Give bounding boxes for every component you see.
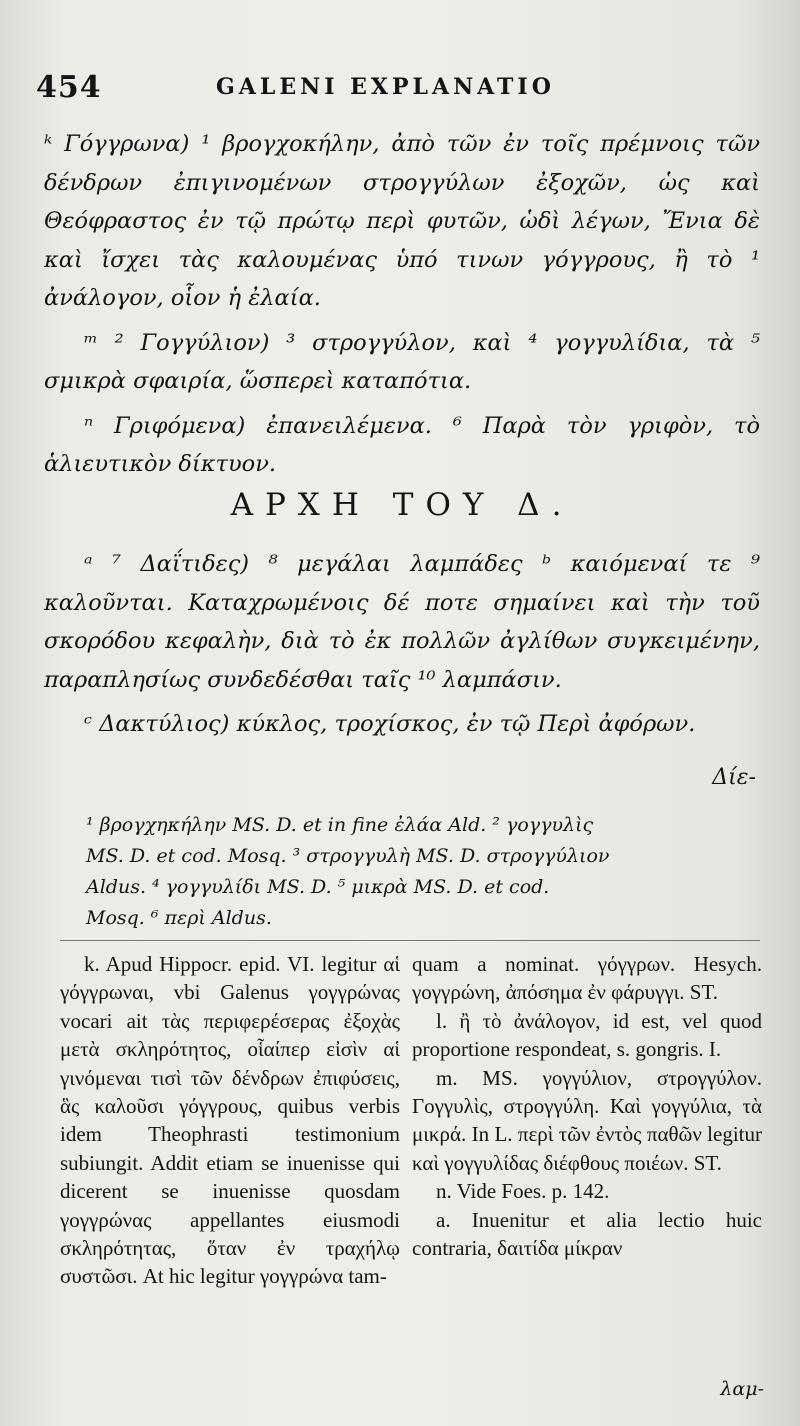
commentary-note: quam a nominat. γόγγρων. Hesych. γογγρώνη, ἀπόσημα ἐν φάρυγγι. ST. — [412, 952, 762, 1005]
page-header — [36, 70, 756, 110]
commentary-note: m. MS. γογγύλιον, στρογγύλον. Γογγυλὶς, στρογγύλη. Καὶ γογγύλια, τὰ μικρά. In L. περὶ τῶν ἐντὸς παθῶν legitur καὶ γογγυλίδας διέφθους ποιέων. ST. — [412, 1065, 762, 1175]
variant-line: Mosq. ⁶ περὶ Aldus. — [86, 907, 272, 929]
divider-rule — [60, 940, 760, 941]
notes-right-column — [412, 950, 762, 1262]
commentary-note: k. Apud Hippocr. epid. VI. legitur αἱ γόγγρωναι, vbi Galenus γογγρώνας vocari ait τὰς περιφερέσερας ἐξοχὰς μετὰ σκληρότητος, οἷαίπερ εἰσὶν αἱ γινόμεναι τισὶ τῶν δένδρων ἐπιφύσεις, ἃς καλοῦσι γόγγρους, quibus verbis idem Theophrasti testimonium subiungit. Addit etiam se inuenisse qui dicerent se inuenisse quosdam γογγρώνας appellantes eiusmodi σκληρότητας, ὅταν ἐν τραχήλῳ συστῶσι. At hic legitur γογγρώνα tam- — [60, 952, 400, 1289]
commentary-note: a. Inuenitur et alia lectio huic contraria, δαιτίδα μίκραν — [412, 1207, 762, 1261]
gloss-entry: ᶜ Δακτύλιος) κύκλος, τροχίσκος, ἐν τῷ Περὶ ἀφόρων. — [84, 711, 696, 737]
variant-line: MS. D. et cod. Mosq. ³ στρογγυλὴ MS. D. στρογγύλιον — [86, 845, 610, 867]
gloss-entry: ⁿ Γριφόμενα) ἐπανειλέμενα. ⁶ Παρὰ τὸν γριφὸν, τὸ ἁλιευτικὸν δίκτυον. — [44, 412, 760, 477]
gloss-entry: ᵃ ⁷ Δαΐτιδες) ⁸ μεγάλαι λαμπάδες ᵇ καιόμεναί τε ⁹ καλοῦνται. Καταχρωμένοις δέ ποτε σημαίνει καὶ τὴν τοῦ σκορόδου κεφαλὴν, διὰ τὸ ἐκ πολλῶν ἀγλίθων συγκειμένην, παραπλησίως συνδεδέσθαι ταῖς ¹⁰ λαμπάσιν. — [44, 551, 760, 693]
running-head: GALENI EXPLANATIO — [216, 74, 555, 100]
commentary-note: n. Vide Foes. p. 142. — [436, 1179, 610, 1204]
catchword-bottom: λαμ- — [720, 1378, 764, 1400]
commentary-note: l. ἢ τὸ ἀνάλογον, id est, vel quod proportione respondeat, s. gongris. I. — [412, 1008, 762, 1062]
notes-left-column — [60, 950, 400, 1291]
main-text — [44, 125, 760, 790]
page-number: 454 — [36, 70, 102, 105]
gloss-entry: ᵏ Γόγγρωνα) ¹ βρογχοκήλην, ἀπὸ τῶν ἐν τοῖς πρέμνοις τῶν δένδρων ἐπιγινομένων στρογγύλων ἐξοχῶν, ὡς καὶ Θεόφραστος ἐν τῷ πρώτῳ περὶ φυτῶν, ὡδὶ λέγων, Ἔνια δὲ καὶ ἴσχει τὰς καλουμένας ὑπό τινων γόγγρους, ἢ τὸ ¹ ἀνάλογον, οἷον ἡ ἐλαία. — [44, 131, 760, 311]
variant-readings — [86, 810, 766, 934]
section-title: ΑΡΧΗ ΤΟΥ Δ. — [230, 487, 574, 523]
variant-line: Aldus. ⁴ γογγυλίδι MS. D. ⁵ μικρὰ MS. D. et cod. — [86, 876, 550, 898]
gloss-entry: ᵐ ² Γογγύλιον) ³ στρογγύλον, καὶ ⁴ γογγυλίδια, τὰ ⁵ σμικρὰ σφαιρία, ὥσπερεὶ καταπότια. — [44, 329, 760, 394]
catchword: Δίε- — [712, 765, 756, 790]
variant-line: ¹ βρογχηκήλην MS. D. et in fine ἐλάα Ald. ² γογγυλὶς — [86, 814, 594, 836]
